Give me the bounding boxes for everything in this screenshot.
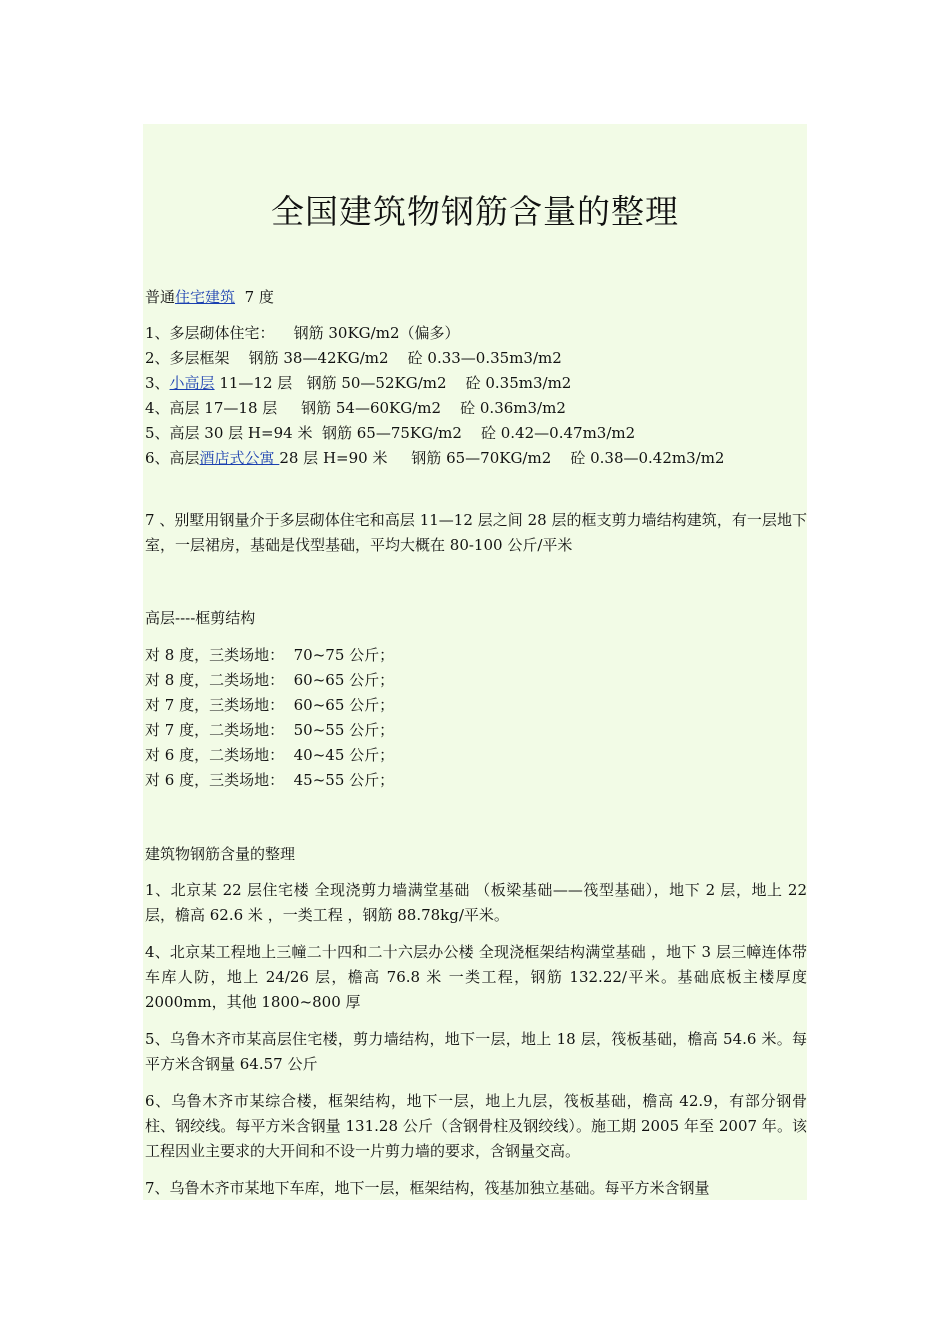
list-item: 对 7 度，二类场地： 50~55 公斤； — [145, 721, 395, 739]
list-item-suffix: 11—12 层 钢筋 50—52KG/m2 砼 0.35m3/m2 — [214, 374, 572, 392]
list-item: 1、多层砌体住宅： 钢筋 30KG/m2（偏多） — [145, 324, 460, 342]
list-item: 2、多层框架 钢筋 38—42KG/m2 砼 0.33—0.35m3/m2 — [145, 349, 562, 367]
project-paragraph: 7、乌鲁木齐市某地下车库，地下一层，框架结构，筏基加独立基础。每平方米含钢量 — [145, 1179, 710, 1197]
list-item: 对 6 度，二类场地： 40~45 公斤； — [145, 746, 395, 764]
intro-prefix: 普通 — [145, 288, 176, 306]
list-item: 4、高层 17—18 层 钢筋 54—60KG/m2 砼 0.36m3/m2 — [145, 399, 566, 417]
page-title: 全国建筑物钢筋含量的整理 — [271, 192, 679, 231]
hotel-apartment-link[interactable]: 酒店式公寓 — [199, 449, 280, 467]
project-paragraph: 6、乌鲁木齐市某综合楼，框架结构，地下一层，地上九层，筏板基础，檐高 42.9，有部分钢骨柱、钢绞线。每平方米含钢量 131.28 公斤（含钢骨柱及钢绞线）。施工期 2005 年至 2007 年。该工程因业主要求的大开间和不设一片剪力墙的要求，含钢量交高。 — [145, 1092, 807, 1160]
list-item: 对 8 度，三类场地： 70~75 公斤； — [145, 646, 395, 664]
list-item-prefix: 6、高层 — [145, 449, 200, 467]
residential-building-link[interactable]: 住宅建筑 — [175, 288, 236, 306]
project-paragraph: 4、北京某工程地上三幢二十四和二十六层办公楼 全现浇框架结构满堂基础 ，地下 3 层三幛连体带车库人防，地上 24/26 层，檐高 76.8 米 一类工程，钢筋 132.22/平米。基础底板主楼厚度 2000mm，其他 1800~800 厚 — [145, 943, 807, 1011]
list-item: 对 7 度，三类场地： 60~65 公斤； — [145, 696, 395, 714]
villa-paragraph: 7 、别墅用钢量介于多层砌体住宅和高层 11—12 层之间 28 层的框支剪力墙结构建筑，有一层地下室，一层裙房，基础是伐型基础，平均大概在 80-100 公斤/平米 — [145, 511, 807, 554]
list-item — [145, 371, 571, 396]
small-highrise-link[interactable]: 小高层 — [169, 374, 215, 392]
list-item: 对 8 度，二类场地： 60~65 公斤； — [145, 671, 395, 689]
project-paragraph: 1、北京某 22 层住宅楼 全现浇剪力墙满堂基础 （板梁基础——筏型基础），地下 2 层，地上 22 层，檐高 62.6 米 ，一类工程 ，钢筋 88.78kg/平米。 — [145, 881, 807, 924]
list-item-prefix: 3、 — [145, 374, 170, 392]
list-item — [145, 446, 724, 471]
list-item: 对 6 度，三类场地： 45~55 公斤； — [145, 771, 395, 789]
section-heading: 建筑物钢筋含量的整理 — [145, 845, 296, 863]
list-item-suffix: 28 层 H=90 米 钢筋 65—70KG/m2 砼 0.38—0.42m3/m2 — [279, 449, 725, 467]
section-heading: 高层----框剪结构 — [145, 609, 256, 627]
list-item: 5、高层 30 层 H=94 米 钢筋 65—75KG/m2 砼 0.42—0.47m3/m2 — [145, 424, 636, 442]
project-paragraph: 5、乌鲁木齐市某高层住宅楼，剪力墙结构，地下一层，地上 18 层，筏板基础，檐高 54.6 米。每平方米含钢量 64.57 公斤 — [145, 1030, 807, 1073]
intro-suffix: 7 度 — [235, 288, 274, 306]
intro-line — [145, 285, 274, 310]
